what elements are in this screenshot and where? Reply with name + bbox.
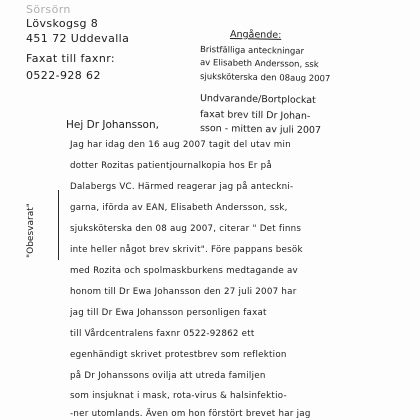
fax-number: 0522-928 62 bbox=[26, 69, 101, 82]
body-line-5: sjuksköterska den 08 aug 2007, citerar " Det finns bbox=[70, 224, 302, 234]
body-line-9: jag till Dr Ewa Johansson personligen faxat bbox=[70, 308, 267, 318]
greeting: Hej Dr Johansson, bbox=[66, 119, 159, 131]
body-line-12: på Dr Johanssons ovilja att utreda familjen bbox=[70, 371, 266, 381]
body-line-2: dotter Rozitas patientjournalkopia hos Er på bbox=[70, 161, 272, 171]
regarding-line-1: Bristfälliga anteckningar bbox=[199, 45, 305, 57]
regarding-line-5: faxat brev till Dr Johan- bbox=[199, 109, 311, 122]
body-line-11: egenhändigt skrivet protestbrev som reflektion bbox=[70, 350, 287, 360]
sender-city: 451 72 Uddevalla bbox=[26, 32, 130, 45]
sender-street: Lövskogsg 8 bbox=[26, 17, 99, 30]
margin-note-obesvarat: "Obesvarat" bbox=[26, 203, 36, 258]
regarding-line-3: sjuksköterska den 08aug 2007 bbox=[199, 72, 331, 85]
fax-label: Faxat till faxnr: bbox=[26, 52, 116, 65]
regarding-label: Angående: bbox=[229, 29, 282, 41]
regarding-line-6: sson - mitten av juli 2007 bbox=[199, 123, 322, 137]
margin-bracket-line bbox=[58, 190, 59, 260]
body-line-13: som insjuknat i mask, rota-virus & halsinfektio- bbox=[70, 391, 287, 401]
body-line-7: med Rozita och spolmaskburkens medtagande av bbox=[70, 266, 298, 276]
body-line-6: inte heller något brev skrivit". Före pappans besök bbox=[70, 245, 303, 255]
body-line-14: -ner utomlands. Även om hon förstört brevet har jag bbox=[70, 409, 311, 419]
body-line-3: Dalabergs VC. Härmed reagerar jag på anteckni- bbox=[70, 182, 294, 192]
sender-name: Sörsörn bbox=[26, 3, 71, 16]
body-line-4: garna, iförda av EAN, Elisabeth Andersson, ssk, bbox=[70, 203, 288, 213]
regarding-line-4: Undvarande/Bortplockat bbox=[199, 93, 316, 107]
body-line-8: honom till Dr Ewa Johansson den 27 juli 2007 har bbox=[70, 287, 297, 297]
body-line-10: till Vårdcentralens faxnr 0522-92862 ett bbox=[70, 329, 255, 339]
body-line-1: Jag har idag den 16 aug 2007 tagit del utav min bbox=[70, 140, 291, 150]
regarding-line-2: av Elisabeth Andersson, ssk bbox=[199, 58, 319, 71]
